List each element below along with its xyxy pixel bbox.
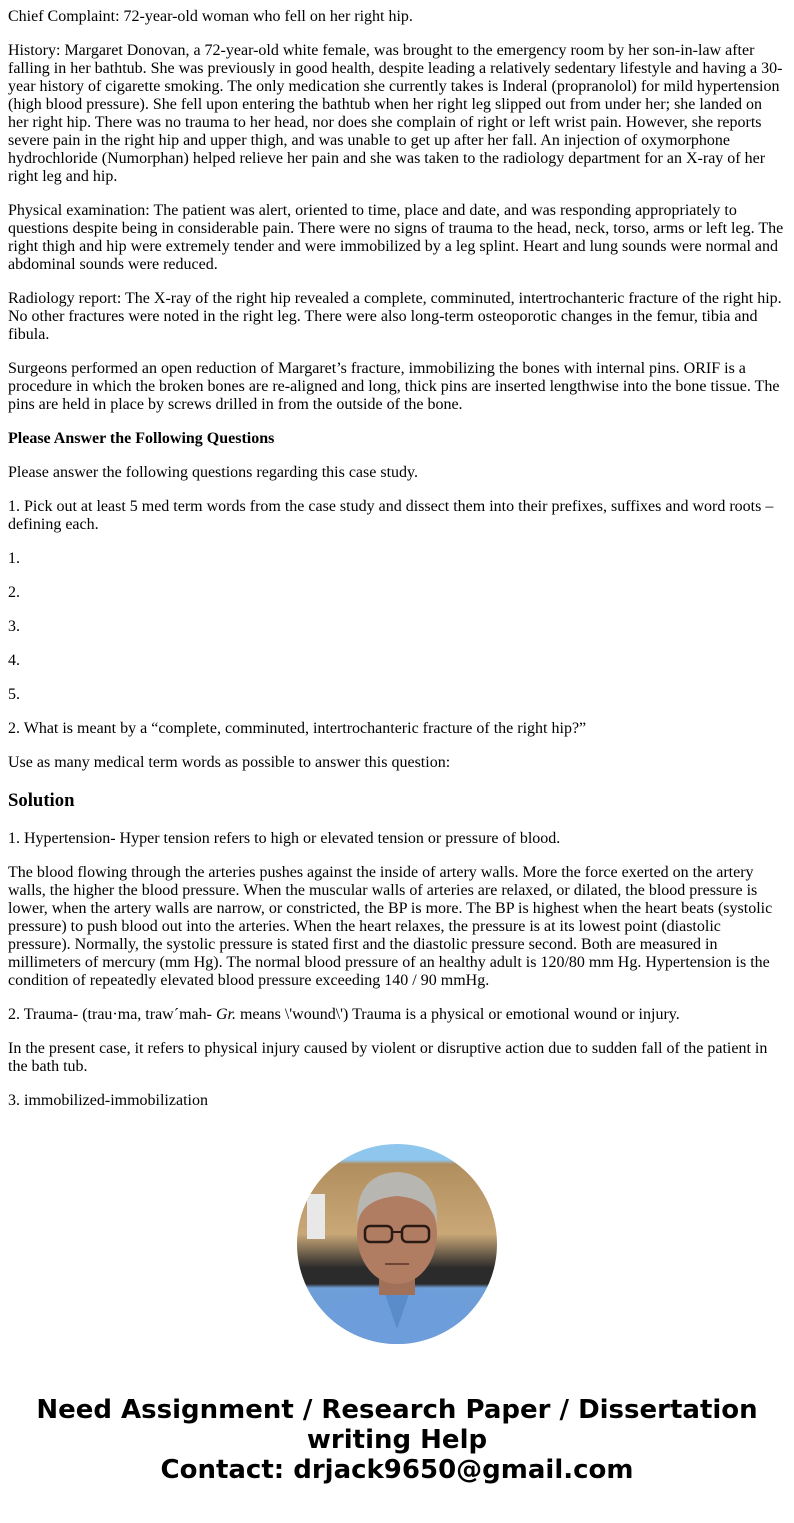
answer-blank-2: 2. [8, 584, 20, 601]
solution-item-1-body: The blood flowing through the arteries pushes against the inside of artery walls. More the force exerted on the artery walls, the higher the blood pressure. When the muscular walls of arteries are relaxed, or dilated, the blood pressure is lower, when the artery walls are narrow, or constricted, the BP is more. The BP is highest when the heart beats (systolic pressure) to push blood out into the arteries. When the heart relaxes, the pressure is at its lowest point (diastolic pressure). Normally, the systolic pressure is stated first and the diastolic pressure second. Both are measured in millimeters of mercury (mm Hg). The normal blood pressure of an healthy adult is 120/80 mm Hg. Hypertension is the condition of repeatedly elevated blood pressure exceeding 140 / 90 mmHg. [8, 864, 773, 989]
author-avatar [297, 1144, 497, 1344]
questions-heading: Please Answer the Following Questions [8, 430, 275, 447]
physical-exam-paragraph: Physical examination: The patient was alert, oriented to time, place and date, and was responding appropriately to questions despite being in considerable pain. There were no signs of trauma to the head, neck, torso, arms or left leg. The right thigh and hip were extremely tender and were immobilized by a leg splint. Heart and lung sounds were normal and abdominal sounds were reduced. [8, 202, 784, 273]
solution-item-2-greek: Gr. [215, 1006, 236, 1023]
promo-banner [0, 1395, 794, 1485]
solution-item-2-suffix: means \'wound\') Trauma is a physical or emotional wound or injury. [235, 1006, 680, 1023]
chief-complaint: Chief Complaint: 72-year-old woman who fell on her right hip. [8, 8, 413, 25]
solution-heading: Solution [8, 790, 75, 811]
person-portrait-icon [297, 1144, 497, 1344]
answer-blank-1: 1. [8, 550, 20, 567]
answer-blank-4: 4. [8, 652, 20, 669]
answer-blank-5: 5. [8, 686, 20, 703]
question-1: 1. Pick out at least 5 med term words from the case study and dissect them into their prefixes, suffixes and word roots – defining each. [8, 498, 774, 533]
question-2: 2. What is meant by a “complete, comminuted, intertrochanteric fracture of the right hip?” [8, 720, 587, 737]
solution-item-2-title [8, 1006, 786, 1024]
author-photo-container [0, 1144, 794, 1344]
radiology-paragraph: Radiology report: The X-ray of the right hip revealed a complete, comminuted, intertrochanteric fracture of the right hip. No other fractures were noted in the right leg. There were also long-term osteoporotic changes in the femur, tibia and fibula. [8, 290, 782, 343]
promo-headline: Need Assignment / Research Paper / Dissertation writing Help [36, 1395, 758, 1455]
questions-intro: Please answer the following questions regarding this case study. [8, 464, 418, 481]
solution-item-1-title: 1. Hypertension- Hyper tension refers to high or elevated tension or pressure of blood. [8, 830, 561, 847]
answer-blank-3: 3. [8, 618, 20, 635]
question-2-instruction: Use as many medical term words as possible to answer this question: [8, 754, 451, 771]
history-paragraph: History: Margaret Donovan, a 72-year-old white female, was brought to the emergency room by her son-in-law after falling in her bathtub. She was previously in good health, despite leading a relatively sedentary lifestyle and having a 30-year history of cigarette smoking. The only medication she currently takes is Inderal (propranolol) for mild hypertension (high blood pressure). She fell upon entering the bathtub when her right leg slipped out from under her; she landed on her right hip. There was no trauma to her head, nor does she complain of right or left wrist pain. However, she reports severe pain in the right hip and upper thigh, and was unable to get up after her fall. An injection of oxymorphone hydrochloride (Numorphan) helped relieve her pain and she was taken to the radiology department for an X-ray of her right leg and hip. [8, 42, 783, 185]
solution-item-2-prefix: 2. Trauma- (trau·ma, traw´mah- [8, 1006, 216, 1023]
surgery-paragraph: Surgeons performed an open reduction of Margaret’s fracture, immobilizing the bones with internal pins. ORIF is a procedure in which the broken bones are re-aligned and long, thick pins are inserted lengthwise into the bone tissue. The pins are held in place by screws drilled in from the outside of the bone. [8, 360, 780, 413]
solution-item-2-body: In the present case, it refers to physical injury caused by violent or disruptive action due to sudden fall of the patient in the bath tub. [8, 1040, 768, 1075]
solution-item-3-title: 3. immobilized-immobilization [8, 1092, 208, 1109]
promo-contact: Contact: drjack9650@gmail.com [160, 1455, 634, 1485]
